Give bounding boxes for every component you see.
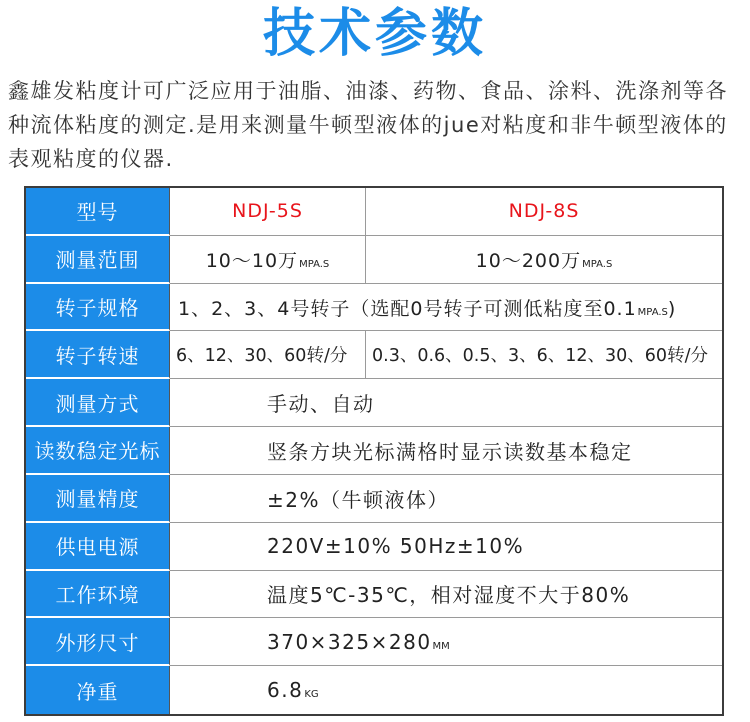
- model-label: 型号: [26, 188, 170, 236]
- accuracy-label: 测量精度: [26, 475, 170, 523]
- spec-table: [24, 186, 724, 716]
- intro-line-3: 表观粘度的仪器.: [8, 147, 174, 171]
- rotor-spec-label: 转子规格: [26, 284, 170, 332]
- rotor-speed-5s-value: 6、12、30、60转/分: [170, 331, 365, 379]
- model-ndj-5s-value: NDJ-5S: [170, 188, 365, 236]
- dimensions-text: [267, 630, 450, 654]
- spec-row-measuring-mode: [26, 379, 722, 427]
- page-title: 技术参数: [262, 4, 487, 64]
- intro-line-2: 种流体粘度的测定.是用来测量牛顿型液体的jue对粘度和非牛顿型液体的: [8, 113, 728, 137]
- rotor-spec-text: [178, 294, 676, 321]
- spec-row-accuracy: [26, 475, 722, 523]
- measuring-range-8s-unit: MPA.S: [582, 258, 613, 270]
- spec-row-net-weight: [26, 666, 722, 714]
- spec-row-dimensions: [26, 618, 722, 666]
- measuring-range-8s-value: [365, 236, 722, 284]
- spec-row-power-supply: [26, 523, 722, 571]
- net-weight-text: [267, 678, 319, 702]
- rotor-spec-value: [170, 284, 722, 332]
- spec-row-environment: [26, 571, 722, 619]
- spec-row-model: [26, 188, 722, 236]
- environment-label: 工作环境: [26, 571, 170, 619]
- spec-row-reading-cursor: [26, 427, 722, 475]
- measuring-range-5s-unit: MPA.S: [299, 258, 330, 270]
- rotor-spec-suffix: ): [667, 297, 677, 320]
- measuring-range-8s-number: 10～200万: [475, 249, 582, 272]
- power-supply-label: 供电电源: [26, 523, 170, 571]
- measuring-range-5s-number: 10～10万: [205, 249, 299, 272]
- reading-cursor-value: 竖条方块光标满格时显示读数基本稳定: [170, 427, 722, 475]
- rotor-spec-main: 1、2、3、4号转子（选配0号转子可测低粘度至0.1: [178, 297, 637, 320]
- dimensions-unit: MM: [432, 640, 450, 652]
- dimensions-number: 370×325×280: [267, 629, 432, 654]
- net-weight-number: 6.8: [267, 678, 304, 703]
- net-weight-value: [170, 666, 722, 714]
- spec-row-rotor-speed: [26, 331, 722, 379]
- measuring-range-5s-text: [206, 246, 330, 273]
- net-weight-unit: KG: [304, 689, 319, 701]
- model-ndj-8s-value: NDJ-8S: [365, 188, 722, 236]
- environment-value: 温度5℃-35℃，相对湿度不大于80%: [170, 571, 722, 619]
- dimensions-value: [170, 618, 722, 666]
- rotor-spec-unit: MPA.S: [637, 306, 668, 318]
- measuring-range-5s-value: [170, 236, 365, 284]
- rotor-speed-8s-value: 0.3、0.6、0.5、3、6、12、30、60转/分: [365, 331, 722, 379]
- spec-row-rotor-spec: [26, 284, 722, 332]
- intro-paragraph: [8, 74, 748, 176]
- dimensions-label: 外形尺寸: [26, 618, 170, 666]
- intro-line-1: 鑫雄发粘度计可广泛应用于油脂、油漆、药物、食品、涂料、洗涤剂等各: [8, 79, 728, 103]
- power-supply-value: 220V±10% 50Hz±10%: [170, 523, 722, 571]
- measuring-range-label: 测量范围: [26, 236, 170, 284]
- accuracy-value: ±2%（牛顿液体）: [170, 475, 722, 523]
- measuring-mode-label: 测量方式: [26, 379, 170, 427]
- net-weight-label: 净重: [26, 666, 170, 714]
- measuring-range-8s-text: [476, 246, 613, 273]
- spec-row-measuring-range: [26, 236, 722, 284]
- reading-cursor-label: 读数稳定光标: [26, 427, 170, 475]
- measuring-mode-value: 手动、自动: [170, 379, 722, 427]
- rotor-speed-label: 转子转速: [26, 331, 170, 379]
